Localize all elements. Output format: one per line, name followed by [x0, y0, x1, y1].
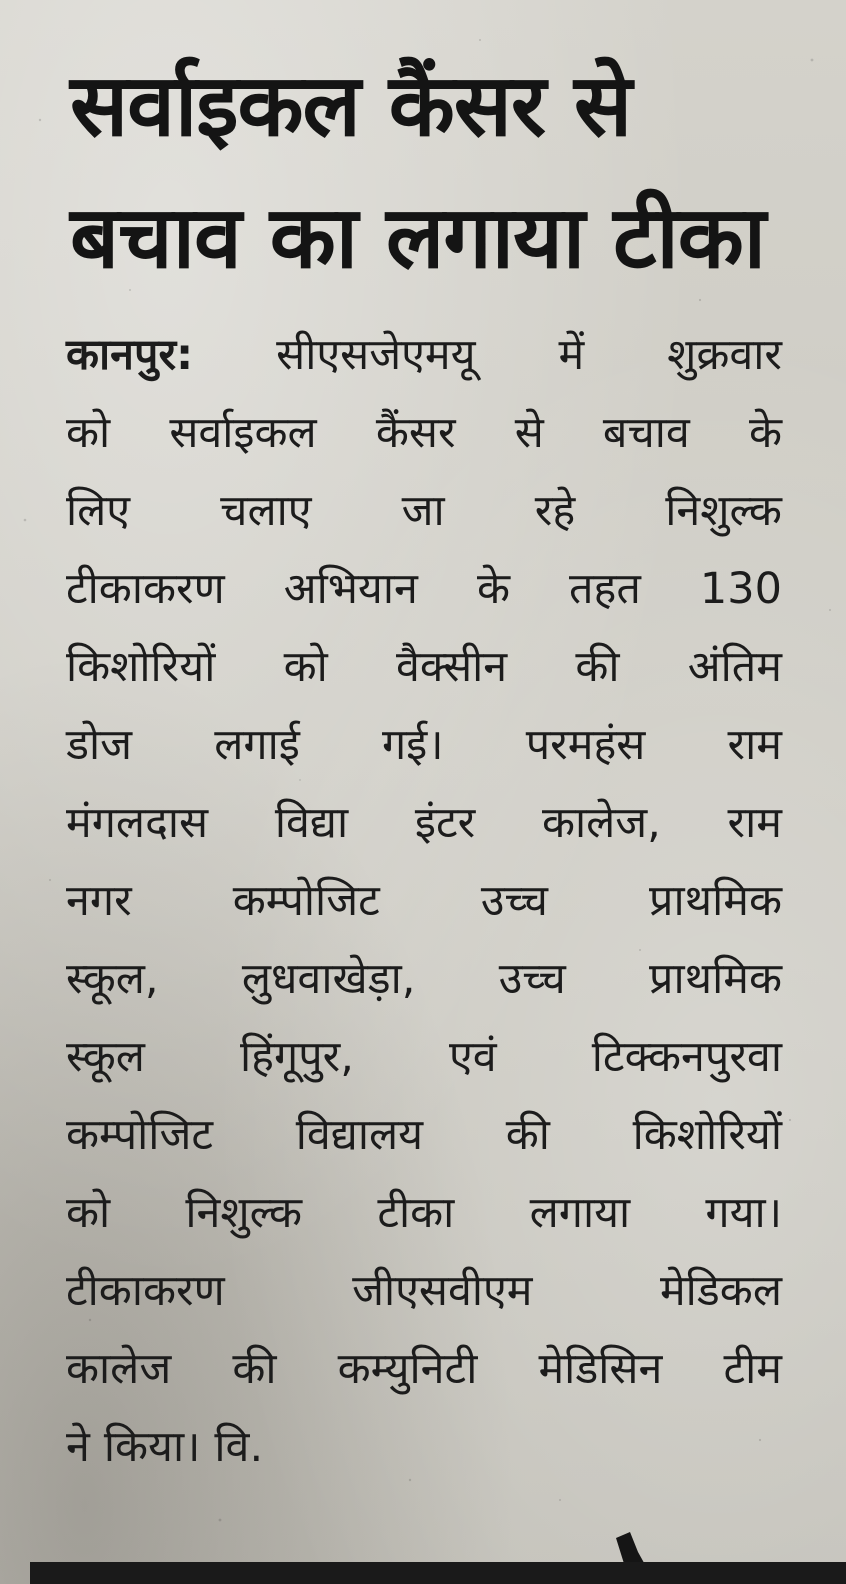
body-word: टीका	[377, 1188, 455, 1238]
body-word: कम्पोजिट	[232, 876, 380, 926]
body-word: नगर	[66, 876, 132, 926]
body-word: किया।	[103, 1422, 201, 1472]
body-line	[66, 1330, 782, 1408]
body-word: की	[232, 1344, 277, 1394]
body-word: ने	[66, 1422, 90, 1472]
body-word: से	[514, 408, 544, 458]
body-line	[66, 940, 782, 1018]
body-word: में	[558, 330, 585, 380]
dateline: कानपुर:	[66, 330, 194, 380]
body-word: सर्वाइकल	[169, 408, 317, 458]
body-word: लुधवाखेड़ा,	[241, 954, 416, 1004]
body-line	[66, 1096, 782, 1174]
body-word: सीएसजेएमयू	[276, 330, 476, 380]
body-word: कम्युनिटी	[337, 1344, 478, 1394]
body-word: मेडिकल	[659, 1266, 782, 1316]
body-word: टीम	[723, 1344, 782, 1394]
body-word: की	[575, 642, 620, 692]
body-word: लिए	[66, 486, 131, 536]
body-word: विद्या	[274, 798, 349, 848]
body-word: स्कूल	[66, 1032, 145, 1082]
body-word: राम	[727, 798, 782, 848]
body-line	[66, 862, 782, 940]
body-word: निशुल्क	[665, 486, 782, 536]
body-word: रहे	[534, 486, 576, 536]
body-word: लगाई	[214, 720, 300, 770]
body-word: अभियान	[283, 564, 418, 614]
body-word: जा	[401, 486, 445, 536]
byline: वि.	[214, 1422, 264, 1472]
body-word: के	[748, 408, 782, 458]
body-word: कालेज	[66, 1344, 172, 1394]
body-word: कम्पोजिट	[66, 1110, 214, 1160]
body-word: गई।	[381, 720, 444, 770]
bottom-divider-rule	[30, 1562, 846, 1584]
body-word: के	[476, 564, 510, 614]
body-word: परमहंस	[525, 720, 646, 770]
body-word: उच्च	[498, 954, 566, 1004]
body-word: वैक्सीन	[395, 642, 508, 692]
body-word: स्कूल,	[66, 954, 159, 1004]
body-word: को	[66, 408, 111, 458]
body-word: डोज	[66, 720, 133, 770]
body-word: विद्यालय	[295, 1110, 424, 1160]
body-word: हिंगूपुर,	[240, 1032, 354, 1082]
body-word: लगाया	[529, 1188, 631, 1238]
body-word: जीएसवीएम	[352, 1266, 533, 1316]
body-word: कैंसर	[375, 408, 456, 458]
body-word: इंटर	[414, 798, 476, 848]
body-line	[66, 784, 782, 862]
body-word: एवं	[448, 1032, 497, 1082]
body-word: राम	[727, 720, 782, 770]
article-body	[66, 316, 782, 1486]
body-word: अंतिम	[687, 642, 782, 692]
body-word: चलाए	[220, 486, 312, 536]
body-word: 130	[699, 564, 782, 614]
headline-line-2: बचाव का लगाया टीका	[70, 188, 766, 288]
body-line	[66, 628, 782, 706]
body-word: टीकाकरण	[66, 564, 225, 614]
body-line	[66, 550, 782, 628]
body-word: बचाव	[602, 408, 690, 458]
body-line	[66, 1174, 782, 1252]
body-word: टीकाकरण	[66, 1266, 225, 1316]
body-word: टिक्कनपुरवा	[591, 1032, 782, 1082]
body-word: मेडिसिन	[538, 1344, 663, 1394]
body-word: प्राथमिक	[649, 876, 782, 926]
body-word: को	[283, 642, 328, 692]
body-word: किशोरियों	[66, 642, 216, 692]
body-word: को	[66, 1188, 111, 1238]
headline-line-1: सर्वाइकल कैंसर से	[70, 56, 632, 156]
body-word: गया।	[705, 1188, 782, 1238]
body-word: निशुल्क	[185, 1188, 303, 1238]
body-word: उच्च	[480, 876, 548, 926]
headline	[70, 40, 800, 304]
body-word: की	[505, 1110, 550, 1160]
body-word: मंगलदास	[66, 798, 209, 848]
body-line	[66, 472, 782, 550]
body-line	[66, 394, 782, 472]
body-line	[66, 706, 782, 784]
body-line	[66, 1252, 782, 1330]
body-line	[66, 316, 782, 394]
body-line	[66, 1018, 782, 1096]
body-line	[66, 1408, 782, 1486]
body-word: किशोरियों	[632, 1110, 782, 1160]
body-word: तहत	[569, 564, 641, 614]
body-word: शुक्रवार	[667, 330, 782, 380]
body-word: प्राथमिक	[649, 954, 782, 1004]
body-word: कालेज,	[541, 798, 661, 848]
